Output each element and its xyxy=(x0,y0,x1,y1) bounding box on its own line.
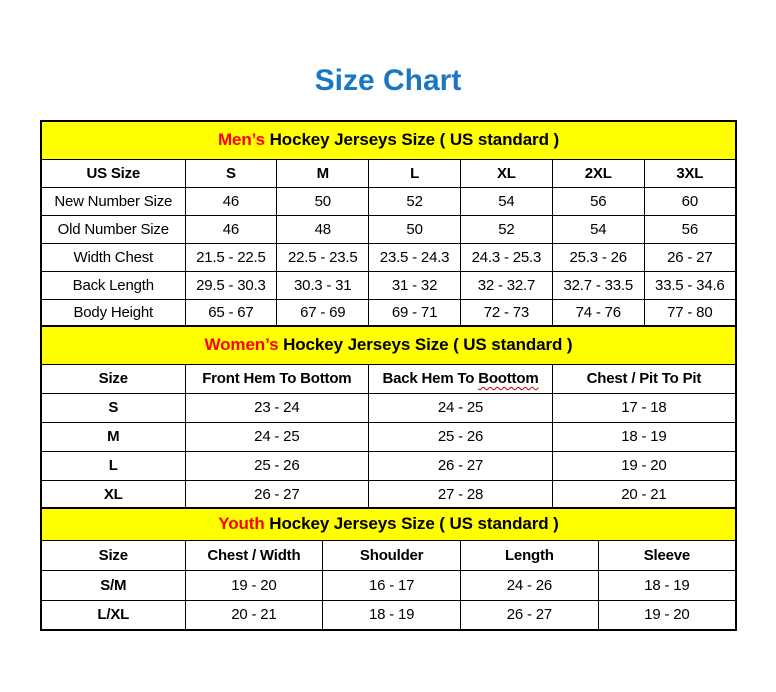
mens-section-heading xyxy=(41,121,736,159)
row-header: S/M xyxy=(41,570,185,600)
size-value: 25 - 26 xyxy=(369,422,553,451)
size-value: 23 - 24 xyxy=(185,393,369,422)
column-header: Shoulder xyxy=(323,540,461,570)
size-value: 74 - 76 xyxy=(552,299,644,327)
size-value: 54 xyxy=(552,215,644,243)
table-row xyxy=(41,215,736,243)
size-value: 26 - 27 xyxy=(644,243,736,271)
size-value: 18 - 19 xyxy=(323,600,461,630)
size-value: 27 - 28 xyxy=(369,480,553,509)
size-value: 46 xyxy=(185,215,277,243)
misspelled-word: Boottom xyxy=(478,370,539,387)
size-value: 69 - 71 xyxy=(369,299,461,327)
section-heading-text: Hockey Jerseys Size ( US standard ) xyxy=(269,514,559,534)
row-header: S xyxy=(41,393,185,422)
row-header: Width Chest xyxy=(41,243,185,271)
row-header: M xyxy=(41,422,185,451)
section-heading-text: Hockey Jerseys Size ( US standard ) xyxy=(269,130,560,150)
size-value: 26 - 27 xyxy=(461,600,599,630)
table-row xyxy=(41,570,736,600)
table-row xyxy=(41,393,736,422)
size-value: 33.5 - 34.6 xyxy=(644,271,736,299)
size-value: 52 xyxy=(369,187,461,215)
size-value: 24 - 25 xyxy=(369,393,553,422)
page-title: Size Chart xyxy=(314,64,462,97)
size-value: 52 xyxy=(460,215,552,243)
womens-section-heading xyxy=(41,326,736,364)
row-header: Old Number Size xyxy=(41,215,185,243)
size-value: 16 - 17 xyxy=(323,570,461,600)
size-value: 21.5 - 22.5 xyxy=(185,243,277,271)
size-value: 19 - 20 xyxy=(552,451,736,480)
table-row xyxy=(41,451,736,480)
section-heading-highlight: Youth xyxy=(218,514,265,534)
size-value: 22.5 - 23.5 xyxy=(277,243,369,271)
column-header: Sleeve xyxy=(598,540,736,570)
column-header-text: Back Hem To xyxy=(382,370,475,387)
section-heading-highlight: Men’s xyxy=(217,130,265,150)
size-value: 18 - 19 xyxy=(552,422,736,451)
column-header-row xyxy=(41,540,736,570)
table-row xyxy=(41,271,736,299)
row-header: Body Height xyxy=(41,299,185,327)
size-value: 56 xyxy=(644,215,736,243)
size-value: 31 - 32 xyxy=(369,271,461,299)
section-heading-row xyxy=(41,508,736,540)
size-value: 60 xyxy=(644,187,736,215)
column-header: S xyxy=(185,159,277,187)
size-value: 25.3 - 26 xyxy=(552,243,644,271)
column-header: M xyxy=(277,159,369,187)
table-row xyxy=(41,243,736,271)
size-value: 54 xyxy=(460,187,552,215)
size-value: 50 xyxy=(277,187,369,215)
column-header: L xyxy=(369,159,461,187)
size-value: 30.3 - 31 xyxy=(277,271,369,299)
column-header: 3XL xyxy=(644,159,736,187)
column-header: US Size xyxy=(41,159,185,187)
row-header: Back Length xyxy=(41,271,185,299)
column-header: Size xyxy=(41,540,185,570)
size-value: 65 - 67 xyxy=(185,299,277,327)
size-value: 19 - 20 xyxy=(598,600,736,630)
size-value: 25 - 26 xyxy=(185,451,369,480)
size-chart xyxy=(40,120,737,631)
size-value: 56 xyxy=(552,187,644,215)
size-value: 29.5 - 30.3 xyxy=(185,271,277,299)
section-heading-row xyxy=(41,326,736,364)
size-value: 24 - 25 xyxy=(185,422,369,451)
size-value: 77 - 80 xyxy=(644,299,736,327)
size-value: 20 - 21 xyxy=(185,600,323,630)
row-header: XL xyxy=(41,480,185,509)
size-value: 46 xyxy=(185,187,277,215)
size-value: 48 xyxy=(277,215,369,243)
section-heading-highlight: Women’s xyxy=(204,335,279,355)
size-value: 32.7 - 33.5 xyxy=(552,271,644,299)
column-header: Length xyxy=(461,540,599,570)
column-header: XL xyxy=(460,159,552,187)
size-value: 20 - 21 xyxy=(552,480,736,509)
column-header: 2XL xyxy=(552,159,644,187)
size-value: 24.3 - 25.3 xyxy=(460,243,552,271)
column-header: Chest / Width xyxy=(185,540,323,570)
column-header: Size xyxy=(41,364,185,393)
size-value: 50 xyxy=(369,215,461,243)
column-header-row xyxy=(41,159,736,187)
size-value: 23.5 - 24.3 xyxy=(369,243,461,271)
table-row xyxy=(41,480,736,509)
row-header: L xyxy=(41,451,185,480)
youth-size-table xyxy=(40,507,737,631)
size-value: 17 - 18 xyxy=(552,393,736,422)
table-row xyxy=(41,299,736,327)
size-value: 24 - 26 xyxy=(461,570,599,600)
row-header: L/XL xyxy=(41,600,185,630)
column-header xyxy=(369,364,553,393)
size-value: 32 - 32.7 xyxy=(460,271,552,299)
womens-size-table xyxy=(40,325,737,510)
size-value: 72 - 73 xyxy=(460,299,552,327)
column-header: Front Hem To Bottom xyxy=(185,364,369,393)
row-header: New Number Size xyxy=(41,187,185,215)
table-row xyxy=(41,422,736,451)
section-heading-row xyxy=(41,121,736,159)
column-header-row xyxy=(41,364,736,393)
table-row xyxy=(41,187,736,215)
size-value: 18 - 19 xyxy=(598,570,736,600)
column-header: Chest / Pit To Pit xyxy=(552,364,736,393)
table-row xyxy=(41,600,736,630)
size-value: 26 - 27 xyxy=(369,451,553,480)
mens-size-table xyxy=(40,120,737,328)
size-value: 67 - 69 xyxy=(277,299,369,327)
size-value: 26 - 27 xyxy=(185,480,369,509)
section-heading-text: Hockey Jerseys Size ( US standard ) xyxy=(283,335,573,355)
size-value: 19 - 20 xyxy=(185,570,323,600)
youth-section-heading xyxy=(41,508,736,540)
